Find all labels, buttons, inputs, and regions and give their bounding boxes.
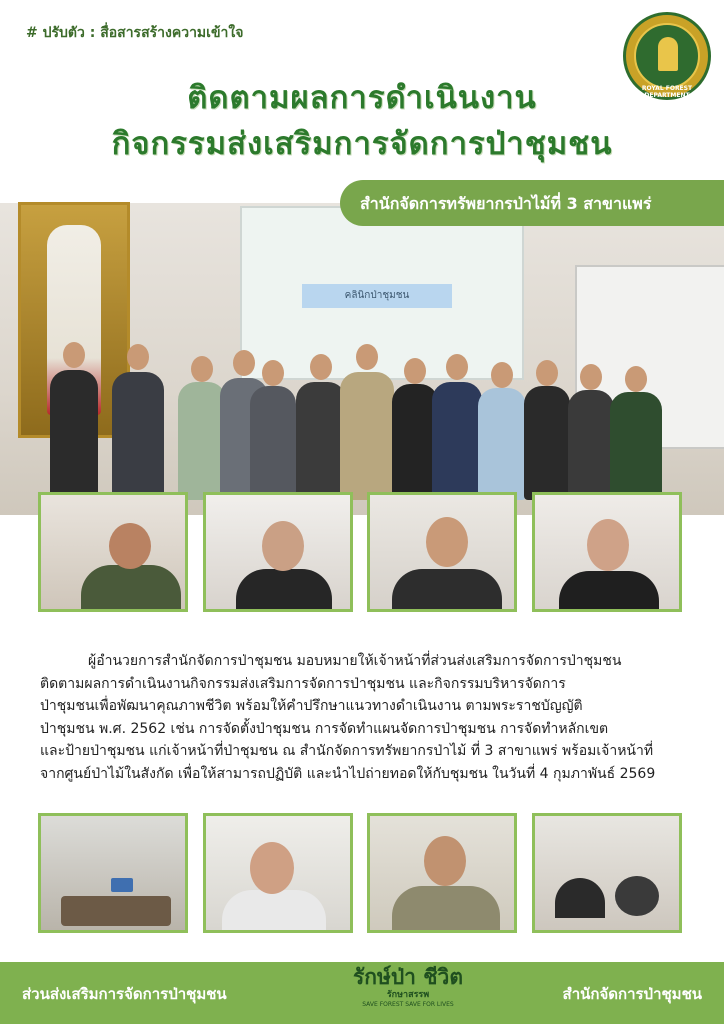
meeting-photo — [532, 813, 682, 933]
meeting-photo — [532, 492, 682, 612]
person — [178, 382, 226, 500]
person-head — [356, 344, 378, 370]
description-paragraph — [40, 650, 690, 785]
person-head — [491, 362, 513, 388]
logo-sub-text: รักษาสรรพ — [386, 990, 430, 1000]
paragraph-line: จากศูนย์ป่าไม้ในสังกัด เพื่อให้สามารถปฏิบัติ และนำไปถ่ายทอดให้กับชุมชน ในวันที่ 4 กุมภาพันธ์ 2569 — [40, 765, 656, 782]
paragraph-line: ป่าชุมชน พ.ศ. 2562 เช่น การจัดตั้งป่าชุมชน การจัดทำแผนจัดการป่าชุมชน การจัดทำหลักเขต — [40, 720, 609, 737]
person — [478, 388, 526, 500]
person — [50, 370, 98, 500]
person — [112, 372, 164, 500]
person-head — [310, 354, 332, 380]
person-head — [262, 360, 284, 386]
meeting-photo — [367, 813, 517, 933]
office-banner-label: สำนักจัดการทรัพยากรป่าไม้ที่ 3 สาขาแพร่ — [360, 194, 652, 213]
person-head — [580, 364, 602, 390]
person — [610, 392, 662, 500]
person-head — [536, 360, 558, 386]
person — [296, 382, 346, 500]
logo-main-text: รักษ์ป่า ชีวิต — [353, 965, 463, 989]
person-head — [233, 350, 255, 376]
paragraph-line: ผู้อำนวยการสำนักจัดการป่าชุมชน มอบหมายให้เจ้าหน้าที่ส่วนส่งเสริมการจัดการป่าชุมชน — [88, 653, 622, 669]
person — [340, 372, 394, 500]
footer-left-label: ส่วนส่งเสริมการจัดการป่าชุมชน — [22, 985, 227, 1003]
screen-title: คลินิกป่าชุมชน — [302, 284, 452, 308]
person — [432, 382, 482, 500]
meeting-photo — [367, 492, 517, 612]
paragraph-line: ป่าชุมชนเพื่อพัฒนาคุณภาพชีวิต พร้อมให้คำปรึกษาแนวทางดำเนินงาน ตามพระราชบัญญัติ — [40, 698, 583, 714]
meeting-photo — [38, 813, 188, 933]
person-head — [127, 344, 149, 370]
person-head — [63, 342, 85, 368]
person-head — [404, 358, 426, 384]
meeting-photo — [203, 492, 353, 612]
person — [568, 390, 614, 500]
hashtag-label: # ปรับตัว : สื่อสารสร้างความเข้าใจ — [26, 25, 244, 41]
person-head — [446, 354, 468, 380]
meeting-photo — [203, 813, 353, 933]
save-forest-logo — [352, 964, 464, 1022]
office-banner — [340, 180, 724, 226]
paragraph-line: ติดตามผลการดำเนินงานกิจกรรมส่งเสริมการจัดการป่าชุมชน และกิจกรรมบริหารจัดการ — [40, 675, 566, 692]
paragraph-line: และป้ายป่าชุมชน แก่เจ้าหน้าที่ป่าชุมชน ณ สำนักจัดการทรัพยากรป่าไม้ ที่ 3 สาขาแพร่ พร้อมเจ้าหน้าที่ — [40, 743, 654, 759]
person-head — [625, 366, 647, 392]
meeting-photo — [38, 492, 188, 612]
footer-bar — [0, 962, 724, 1024]
person — [250, 386, 296, 500]
page-title-line-2: กิจกรรมส่งเสริมการจัดการป่าชุมชน — [111, 126, 613, 162]
tree-icon — [658, 37, 678, 71]
person-head — [191, 356, 213, 382]
person — [524, 386, 570, 500]
seal-text: ROYAL FOREST DEPARTMENT — [641, 85, 693, 99]
footer-right-label: สำนักจัดการป่าชุมชน — [562, 985, 702, 1003]
logo-tagline: SAVE FOREST SAVE FOR LIVES — [362, 1001, 454, 1008]
group-of-people — [40, 300, 680, 500]
page-title-line-1: ติดตามผลการดำเนินงาน — [187, 80, 537, 116]
